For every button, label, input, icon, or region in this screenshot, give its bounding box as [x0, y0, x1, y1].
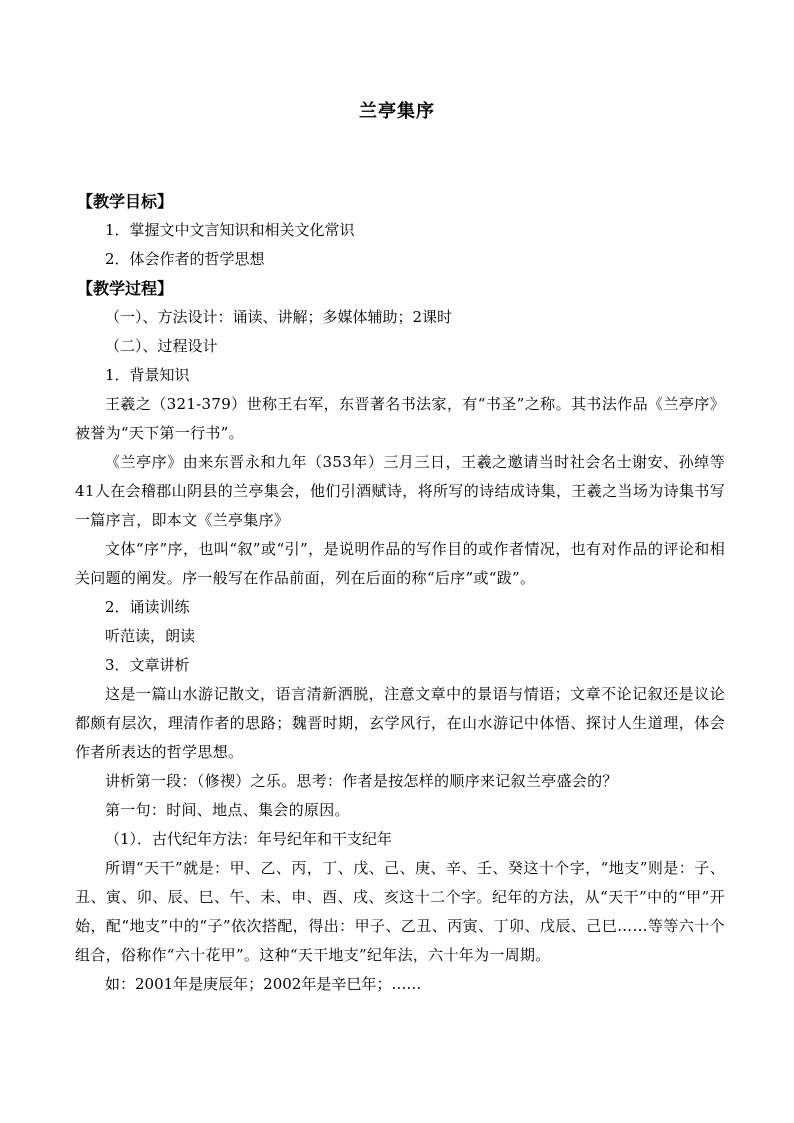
- analysis-paragraph-3: 第一句：时间、地点、集会的原因。: [105, 801, 350, 819]
- method-line: （一）、方法设计：诵读、讲解；多媒体辅助；2课时: [105, 308, 453, 326]
- reading-text: 听范读，朗读: [105, 627, 196, 645]
- page-title: 兰亭集序: [359, 101, 435, 122]
- document-body: [75, 187, 725, 999]
- calendar-title: （1）．古代纪年方法：年号纪年和干支纪年: [105, 830, 393, 848]
- background-paragraph-2: 《兰亭序》由来东晋永和九年（353年）三月三日，王羲之邀请当时社会名士谢安、孙绰等41人在会稽郡山阴县的兰亭集会，他们引酒赋诗，将所写的诗结成诗集，王羲之当场为诗集书写一篇序言，即本文《兰亭集序》: [75, 453, 725, 529]
- process-heading: 【教学过程】: [77, 279, 174, 298]
- analysis-paragraph-2: 讲析第一段：（修禊）之乐。思考：作者是按怎样的顺序来记叙兰亭盛会的？: [105, 772, 618, 790]
- objective-item-2: 2．体会作者的哲学思想: [105, 250, 265, 268]
- objectives-heading: 【教学目标】: [77, 192, 174, 211]
- background-paragraph-3: 文体“序”序，也叫“叙”或“引”，是说明作品的写作目的或作者情况，也有对作品的评论和相关问题的阐发。序一般写在作品前面，列在后面的称“后序”或“跋”。: [75, 540, 725, 587]
- analysis-title: 3．文章讲析: [105, 656, 190, 674]
- objective-item-1: 1．掌握文中文言知识和相关文化常识: [105, 221, 355, 239]
- background-paragraph-1: 王羲之（321-379）世称王右军，东晋著名书法家，有“书圣”之称。其书法作品《兰亭序》被誉为“天下第一行书”。: [75, 395, 725, 442]
- calendar-example: 如：2001年是庚辰年；2002年是辛巳年；……: [105, 975, 422, 993]
- reading-title: 2．诵读训练: [105, 598, 190, 616]
- calendar-paragraph: 所谓“天干”就是：甲、乙、丙，丁、戊、己、庚、辛、壬、癸这十个字，“地支”则是：子、丑、寅、卯、辰、巳、午、未、申、酉、戌、亥这十二个字。纪年的方法，从“天干”中的“甲”开始，配“地支”中的“子”依次搭配，得出：甲子、乙丑、丙寅、丁卯、戊辰、己巳……等等六十个组合，俗称作“六十花甲”。这种“天干地支”纪年法，六十年为一周期。: [75, 859, 725, 964]
- analysis-paragraph-1: 这是一篇山水游记散文，语言清新洒脱，注意文章中的景语与情语；文章不论记叙还是议论都颇有层次，理清作者的思路；魏晋时期，玄学风行，在山水游记中体悟、探讨人生道理，体会作者所表达的哲学思想。: [75, 685, 725, 761]
- background-title: 1．背景知识: [105, 366, 190, 384]
- process-design-line: （二）、过程设计: [105, 337, 218, 355]
